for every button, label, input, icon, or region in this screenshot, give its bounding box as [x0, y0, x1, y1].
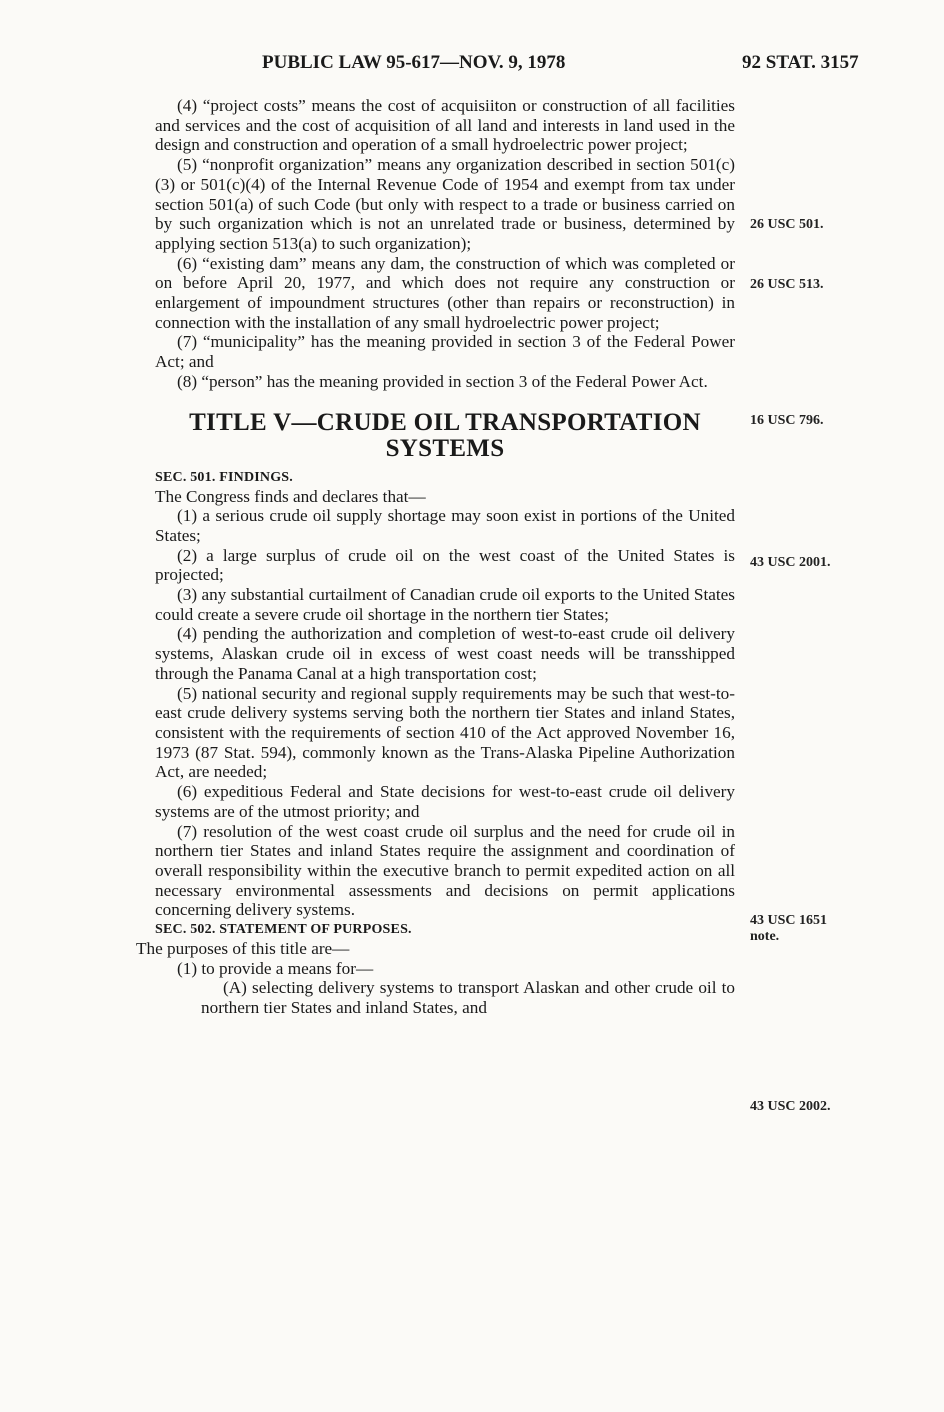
finding-item: (6) expeditious Federal and State decisions for west-to-east crude oil delivery systems are of the utmost priority; and	[155, 782, 735, 821]
definition-municipality: (7) “municipality” has the meaning provided in section 3 of the Federal Power Act; and	[155, 332, 735, 372]
purpose-subitem: (A) selecting delivery systems to transport Alaskan and other crude oil to northern tier States and inland States, and	[201, 978, 735, 1018]
sec-501-heading: SEC. 501. FINDINGS.	[155, 469, 293, 485]
title-v-heading	[155, 410, 735, 462]
sec-502-intro: The purposes of this title are—	[136, 939, 350, 959]
definition-project-costs: (4) “project costs” means the cost of acquisiiton or construction of all facilities and services and the cost of acquisition of all land and interests in land used in the design and construction and operation of a small hydroelectric power project;	[155, 96, 735, 155]
sec-501-intro: The Congress finds and declares that—	[155, 486, 426, 506]
sec-502-heading: SEC. 502. STATEMENT OF PURPOSES.	[155, 922, 412, 938]
margin-citation-43-usc-2002: 43 USC 2002.	[750, 1099, 831, 1114]
header-stat-citation: 92 STAT. 3157	[742, 52, 859, 73]
finding-item: (1) a serious crude oil supply shortage may soon exist in portions of the United States;	[155, 506, 735, 545]
finding-item: (7) resolution of the west coast crude oil surplus and the need for crude oil in northern tier States and inland States require the assignment and coordination of overall responsibility within the executive branch to permit expedited action on all necessary environmental assessments and decisions on permit applications concerning delivery systems.	[155, 821, 735, 920]
definition-person: (8) “person” has the meaning provided in section 3 of the Federal Power Act.	[177, 371, 708, 391]
definition-nonprofit-organization: (5) “nonprofit organization” means any organization described in section 501(c)(3) or 501(c)(4) of the Internal Revenue Code of 1954 and exempt from tax under section 501(a) of such Code (but only with respect to a trade or business carried on by such organization which is not an unrelated trade or business, determined by applying section 513(a) to such organization);	[155, 155, 735, 253]
finding-item: (5) national security and regional supply requirements may be such that west-to-east crude delivery systems serving both the northern tier States and inland States, consistent with the requirements of section 410 of the Act approved November 16, 1973 (87 Stat. 594), commonly known as the Trans-Alaska Pipeline Authorization Act, are needed;	[155, 683, 735, 782]
finding-item: (2) a large surplus of crude oil on the west coast of the United States is projected;	[155, 545, 735, 585]
margin-citation-16-usc-796: 16 USC 796.	[750, 413, 824, 428]
finding-item: (3) any substantial curtailment of Canadian crude oil exports to the United States could create a severe crude oil shortage in the northern tier States;	[155, 585, 735, 624]
margin-citation-43-usc-1651-note: 43 USC 1651 note.	[750, 913, 828, 944]
finding-item: (4) pending the authorization and completion of west-to-east crude oil delivery systems, Alaskan crude oil in excess of west coast needs will be transshipped through the Panama Canal at a high transportation cost;	[155, 624, 735, 683]
document-body	[136, 96, 735, 1018]
margin-citation-43-usc-2001: 43 USC 2001.	[750, 555, 831, 570]
header-title: PUBLIC LAW 95-617—NOV. 9, 1978	[262, 52, 566, 73]
page-header	[0, 52, 944, 76]
margin-citation-26-usc-513: 26 USC 513.	[750, 277, 824, 292]
title-v-line2: SYSTEMS	[385, 434, 505, 462]
margin-citation-26-usc-501: 26 USC 501.	[750, 217, 824, 232]
definition-existing-dam: (6) “existing dam” means any dam, the construction of which was completed or on before April 20, 1977, and which does not require any construction or enlargement of impoundment structures (other than repairs or reconstruction) in connection with the installation of any small hydroelectric power project;	[155, 253, 735, 332]
title-v-line1: TITLE V—CRUDE OIL TRANSPORTATION	[189, 408, 701, 436]
purpose-item: (1) to provide a means for—	[177, 958, 374, 978]
